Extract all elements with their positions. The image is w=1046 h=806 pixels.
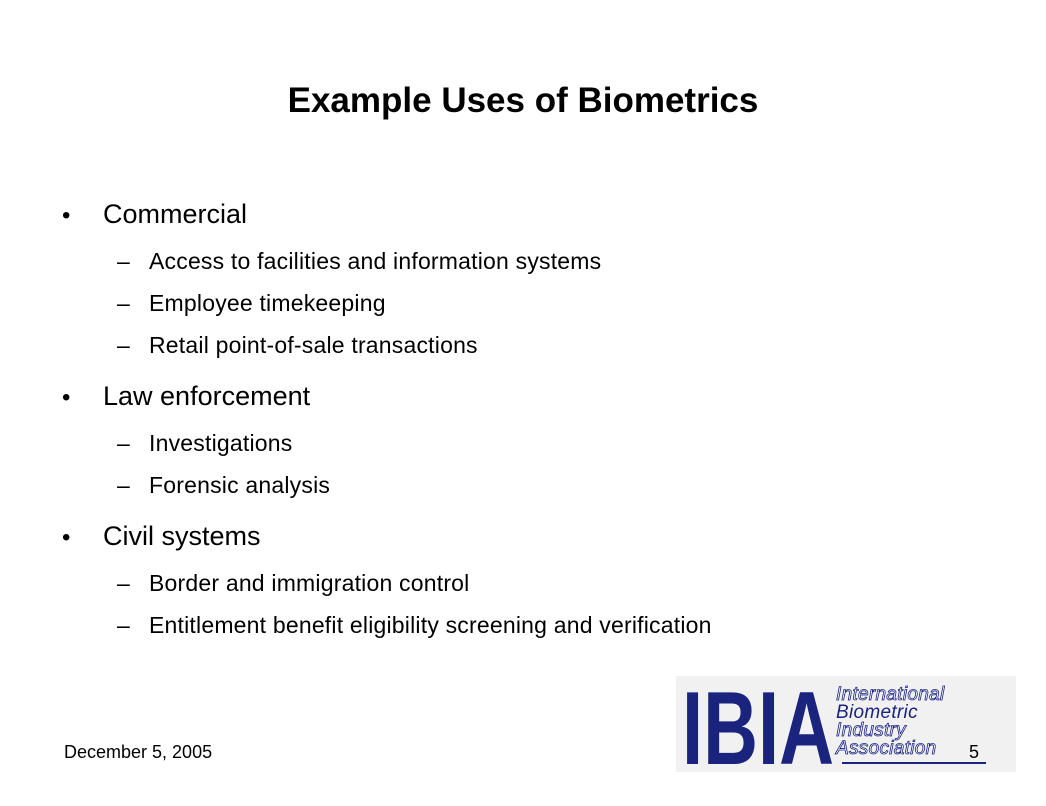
sub-list [62, 562, 1002, 646]
bullet-glyph: • [62, 524, 71, 551]
logo-word-industry: Industry [836, 720, 906, 741]
sub-item-text: Access to facilities and information systems [149, 248, 602, 274]
logo-word-international: International [836, 684, 945, 705]
sub-item [117, 422, 1002, 464]
bullet-label-civil-systems: Civil systems [103, 521, 261, 551]
logo-letters-text: IBIA [682, 682, 834, 766]
logo-word-association: Association [836, 738, 937, 759]
logo-words [836, 686, 1014, 758]
slide-title: Example Uses of Biometrics [287, 81, 759, 120]
dash-glyph: – [117, 570, 130, 596]
bullet-label-law-enforcement: Law enforcement [103, 381, 311, 411]
sub-item-text: Border and immigration control [149, 570, 470, 596]
bullet-row [62, 376, 1002, 418]
sub-item-text: Entitlement benefit eligibility screening and verification [149, 612, 712, 638]
sub-item [117, 464, 1002, 506]
dash-glyph: – [117, 472, 130, 498]
ibia-logo [676, 676, 1016, 772]
sub-item [117, 562, 1002, 604]
ibia-letters-logo-icon [680, 682, 836, 766]
sub-item-text: Employee timekeeping [149, 290, 386, 316]
sub-item-text: Investigations [149, 430, 293, 456]
sub-item [117, 324, 1002, 366]
sub-item [117, 604, 1002, 646]
bullet-item [62, 194, 1002, 366]
dash-glyph: – [117, 248, 130, 274]
sub-item-text: Retail point-of-sale transactions [149, 332, 478, 358]
logo-underline [842, 762, 986, 764]
bullet-item [62, 516, 1002, 646]
bullet-label-commercial: Commercial [103, 199, 248, 229]
dash-glyph: – [117, 430, 130, 456]
sub-item-text: Forensic analysis [149, 472, 331, 498]
bullet-item [62, 376, 1002, 506]
sub-list [62, 240, 1002, 366]
footer-date: December 5, 2005 [64, 742, 213, 762]
bullet-glyph: • [62, 384, 71, 411]
sub-list [62, 422, 1002, 506]
dash-glyph: – [117, 612, 130, 638]
bullet-list [62, 194, 1002, 656]
bullet-row [62, 516, 1002, 558]
dash-glyph: – [117, 332, 130, 358]
sub-item [117, 240, 1002, 282]
dash-glyph: – [117, 290, 130, 316]
bullet-row [62, 194, 1002, 236]
logo-word-biometric: Biometric [836, 702, 918, 723]
bullet-glyph: • [62, 202, 71, 229]
sub-item [117, 282, 1002, 324]
page-number: 5 [969, 742, 980, 762]
